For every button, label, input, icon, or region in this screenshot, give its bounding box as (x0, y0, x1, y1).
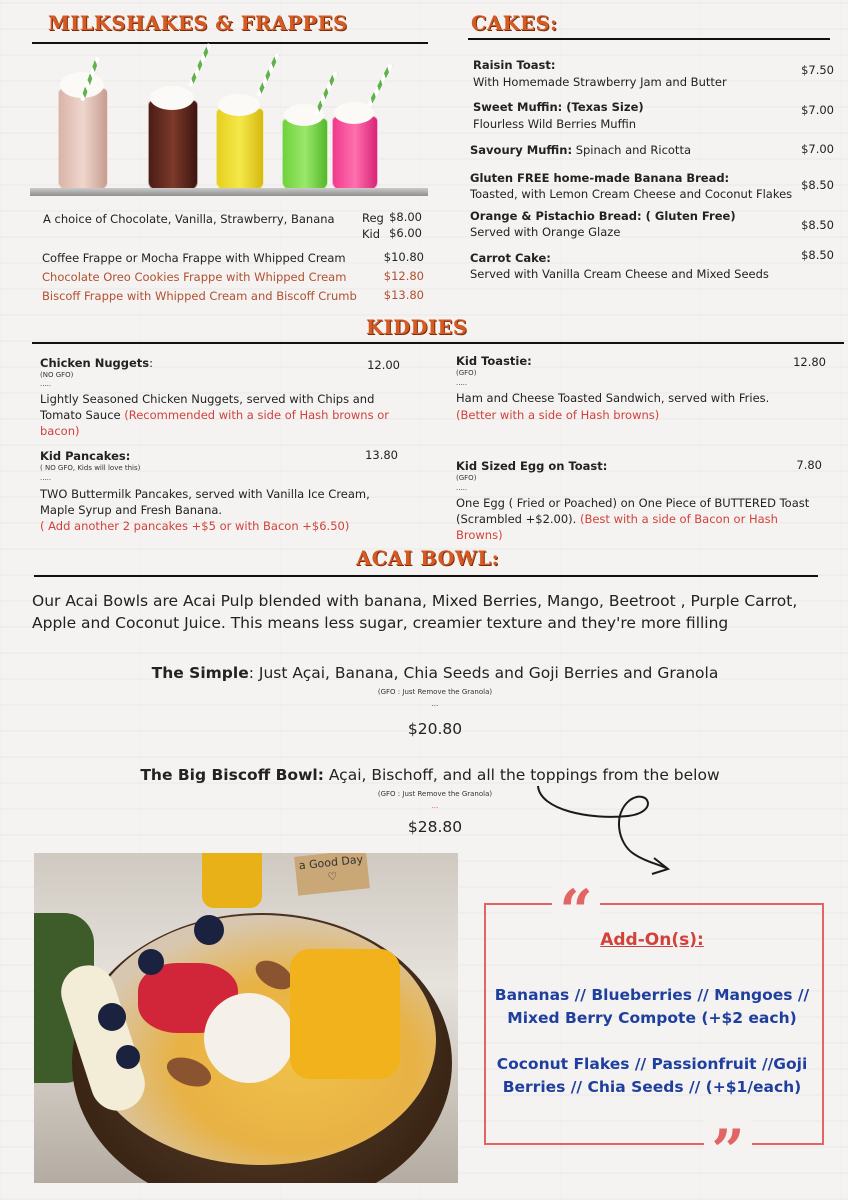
whipped-cream (150, 86, 194, 110)
good-day-sign: a Good Day ♡ (294, 853, 370, 896)
milkshakes-heading: MILKSHAKES & FRAPPES (48, 12, 348, 35)
acai-intro: Our Acai Bowls are Acai Pulp blended with banana, Mixed Berries, Mango, Beetroot , Purple Carrot, Apple and Coconut Juice. This means less sugar, creamier texture and they're more filling (32, 592, 798, 632)
cake-item-price: $7.00 (801, 103, 834, 117)
cake-item-name: Savoury Muffin: (470, 143, 573, 157)
cake-item-price: $8.50 (801, 218, 834, 232)
kid-item-name: Kid Toastie: (456, 354, 532, 368)
kid-item-extra: ( Add another 2 pancakes +$5 or with Bacon +$6.50) (40, 519, 350, 533)
reg-label: Reg (362, 211, 384, 225)
frappe-item-price: $12.80 (383, 269, 424, 283)
acai-rule (34, 575, 818, 577)
chocolate-shake-glass (148, 100, 198, 190)
blueberry (138, 949, 164, 975)
cake-item-desc: Served with Orange Glaze (470, 225, 621, 239)
acai-biscoff-price: $28.80 (407, 818, 463, 836)
straw (367, 64, 392, 106)
kid-item-dots: ..... (456, 484, 468, 492)
frappe-item-name: Chocolate Oreo Cookies Frappe with Whipped Cream (42, 270, 347, 284)
cakes-heading: CAKES: (471, 12, 558, 35)
cake-item-name: Sweet Muffin: (Texas Size) (473, 100, 644, 114)
cake-item-price: $8.50 (801, 178, 834, 192)
acai-simple-desc: : Just Açai, Banana, Chia Seeds and Goji Berries and Granola (248, 664, 719, 682)
kid-label: Kid (362, 227, 381, 241)
kiddies-rule (32, 342, 844, 344)
acai-biscoff-name: The Big Biscoff Bowl: (140, 766, 324, 784)
kid-item-name (40, 355, 153, 371)
straw (188, 43, 211, 86)
blueberry (98, 1003, 126, 1031)
mango-cubes (290, 949, 400, 1079)
kid-item-name: Kid Pancakes: (40, 449, 131, 463)
frappe-item-price: $10.80 (383, 250, 424, 264)
acai-simple-line (0, 664, 848, 682)
cake-item-name: Carrot Cake: (470, 251, 551, 265)
acai-simple-dots: ... (431, 700, 439, 708)
addons-group-1: Bananas // Blueberries // Mangoes // Mixed Berry Compote (+$2 each) (494, 986, 810, 1027)
coconut-flakes (204, 993, 294, 1083)
reg-price: $8.00 (389, 210, 422, 224)
cake-item-desc: Spinach and Ricotta (575, 143, 692, 157)
kid-item-price: 7.80 (796, 458, 822, 472)
nuggets-extra: (Recommended with a side of Hash browns or bacon) (40, 408, 390, 438)
frappe-item-name: Coffee Frappe or Mocha Frappe with Whipped Cream (42, 251, 346, 265)
juice-bottle (202, 853, 262, 908)
straw (256, 53, 279, 96)
cake-item-name: Raisin Toast: (473, 58, 556, 72)
kid-item-note: (GFO) (456, 474, 477, 482)
kid-price: $6.00 (389, 226, 422, 240)
milkshake-choice-label: A choice of Chocolate, Vanilla, Strawberry, Banana (43, 212, 335, 226)
nuggets-colon: : (149, 356, 154, 370)
close-quote-icon: ” (704, 1120, 752, 1166)
cake-item-price: $7.00 (801, 142, 834, 156)
acai-biscoff-note: (GFO : Just Remove the Granola) (377, 790, 493, 798)
kid-item-note: (GFO) (456, 369, 477, 377)
milkshakes-shelf (30, 188, 428, 196)
kid-item-extra: (Better with a side of Hash browns) (456, 408, 660, 422)
kid-item-price: 13.80 (365, 448, 398, 462)
banana-shake-glass (216, 108, 264, 190)
cake-item-desc: With Homemade Strawberry Jam and Butter (473, 75, 727, 89)
whipped-cream (334, 102, 374, 124)
acai-biscoff-desc: Açai, Bischoff, and all the toppings from the below (323, 766, 720, 784)
cake-item-line (470, 142, 691, 158)
kiddies-heading: KIDDIES (366, 316, 468, 339)
straw (314, 71, 337, 114)
curly-arrow-icon (530, 780, 680, 880)
cake-item-name: Orange & Pistachio Bread: ( Gluten Free) (470, 209, 736, 223)
cakes-rule (468, 38, 830, 40)
kid-item-desc (40, 391, 400, 439)
milkshakes-rule (32, 42, 428, 44)
egg-desc: One Egg ( Fried or Poached) on One Piece of BUTTERED Toast (Scrambled +$2.00). (456, 496, 810, 526)
kid-item-name: Kid Sized Egg on Toast: (456, 459, 608, 473)
acai-bowl-photo (34, 853, 458, 1183)
frappe-item-price: $13.80 (383, 288, 424, 302)
strawberry-shake-glass (58, 88, 108, 190)
cake-item-desc: Flourless Wild Berries Muffin (473, 117, 636, 131)
kid-item-note: ( NO GFO, Kids will love this) (40, 464, 141, 472)
kid-item-price: 12.80 (793, 355, 826, 369)
cake-item-desc: Served with Vanilla Cream Cheese and Mixed Seeds (470, 267, 769, 281)
acai-simple-note: (GFO : Just Remove the Granola) (377, 688, 493, 696)
cake-item-name: Gluten FREE home-made Banana Bread: (470, 171, 730, 185)
kid-item-note: (NO GFO) (40, 371, 74, 379)
kid-item-desc (456, 495, 828, 543)
kid-item-desc: Ham and Cheese Toasted Sandwich, served with Fries. (456, 391, 770, 405)
nuggets-name: Chicken Nuggets (40, 356, 150, 370)
cake-item-price: $7.50 (801, 63, 834, 77)
kid-item-dots: ..... (456, 379, 468, 387)
whipped-cream (218, 94, 260, 116)
egg-extra: (Best with a side of Bacon or Hash Browns) (456, 512, 778, 542)
acai-heading: ACAI BOWL: (356, 547, 500, 570)
green-shake-glass (282, 118, 328, 190)
acai-biscoff-dots: ... (431, 802, 439, 810)
kid-item-dots: ..... (40, 474, 52, 482)
kid-item-desc: TWO Buttermilk Pancakes, served with Vanilla Ice Cream, Maple Syrup and Fresh Banana. (40, 487, 370, 517)
acai-simple-name: The Simple (151, 664, 249, 682)
blueberry (194, 915, 224, 945)
addons-title: Add-On(s): (600, 930, 704, 950)
pink-shake-glass (332, 116, 378, 190)
acai-simple-price: $20.80 (407, 720, 463, 738)
cake-item-price: $8.50 (801, 248, 834, 262)
kid-item-dots: ..... (40, 380, 52, 388)
blueberry (116, 1045, 140, 1069)
cake-item-desc: Toasted, with Lemon Cream Cheese and Coconut Flakes (470, 187, 793, 201)
acai-biscoff-line (0, 766, 848, 784)
frappe-item-name: Biscoff Frappe with Whipped Cream and Biscoff Crumb (42, 289, 357, 303)
addons-group-2: Coconut Flakes // Passionfruit //Goji Berries // Chia Seeds // (+$1/each) (496, 1055, 808, 1096)
milkshakes-illustration (30, 48, 430, 198)
nuggets-desc: Lightly Seasoned Chicken Nuggets, served with Chips and Tomato Sauce (40, 392, 375, 422)
kid-item-price: 12.00 (367, 358, 400, 372)
open-quote-icon: “ (552, 880, 600, 926)
